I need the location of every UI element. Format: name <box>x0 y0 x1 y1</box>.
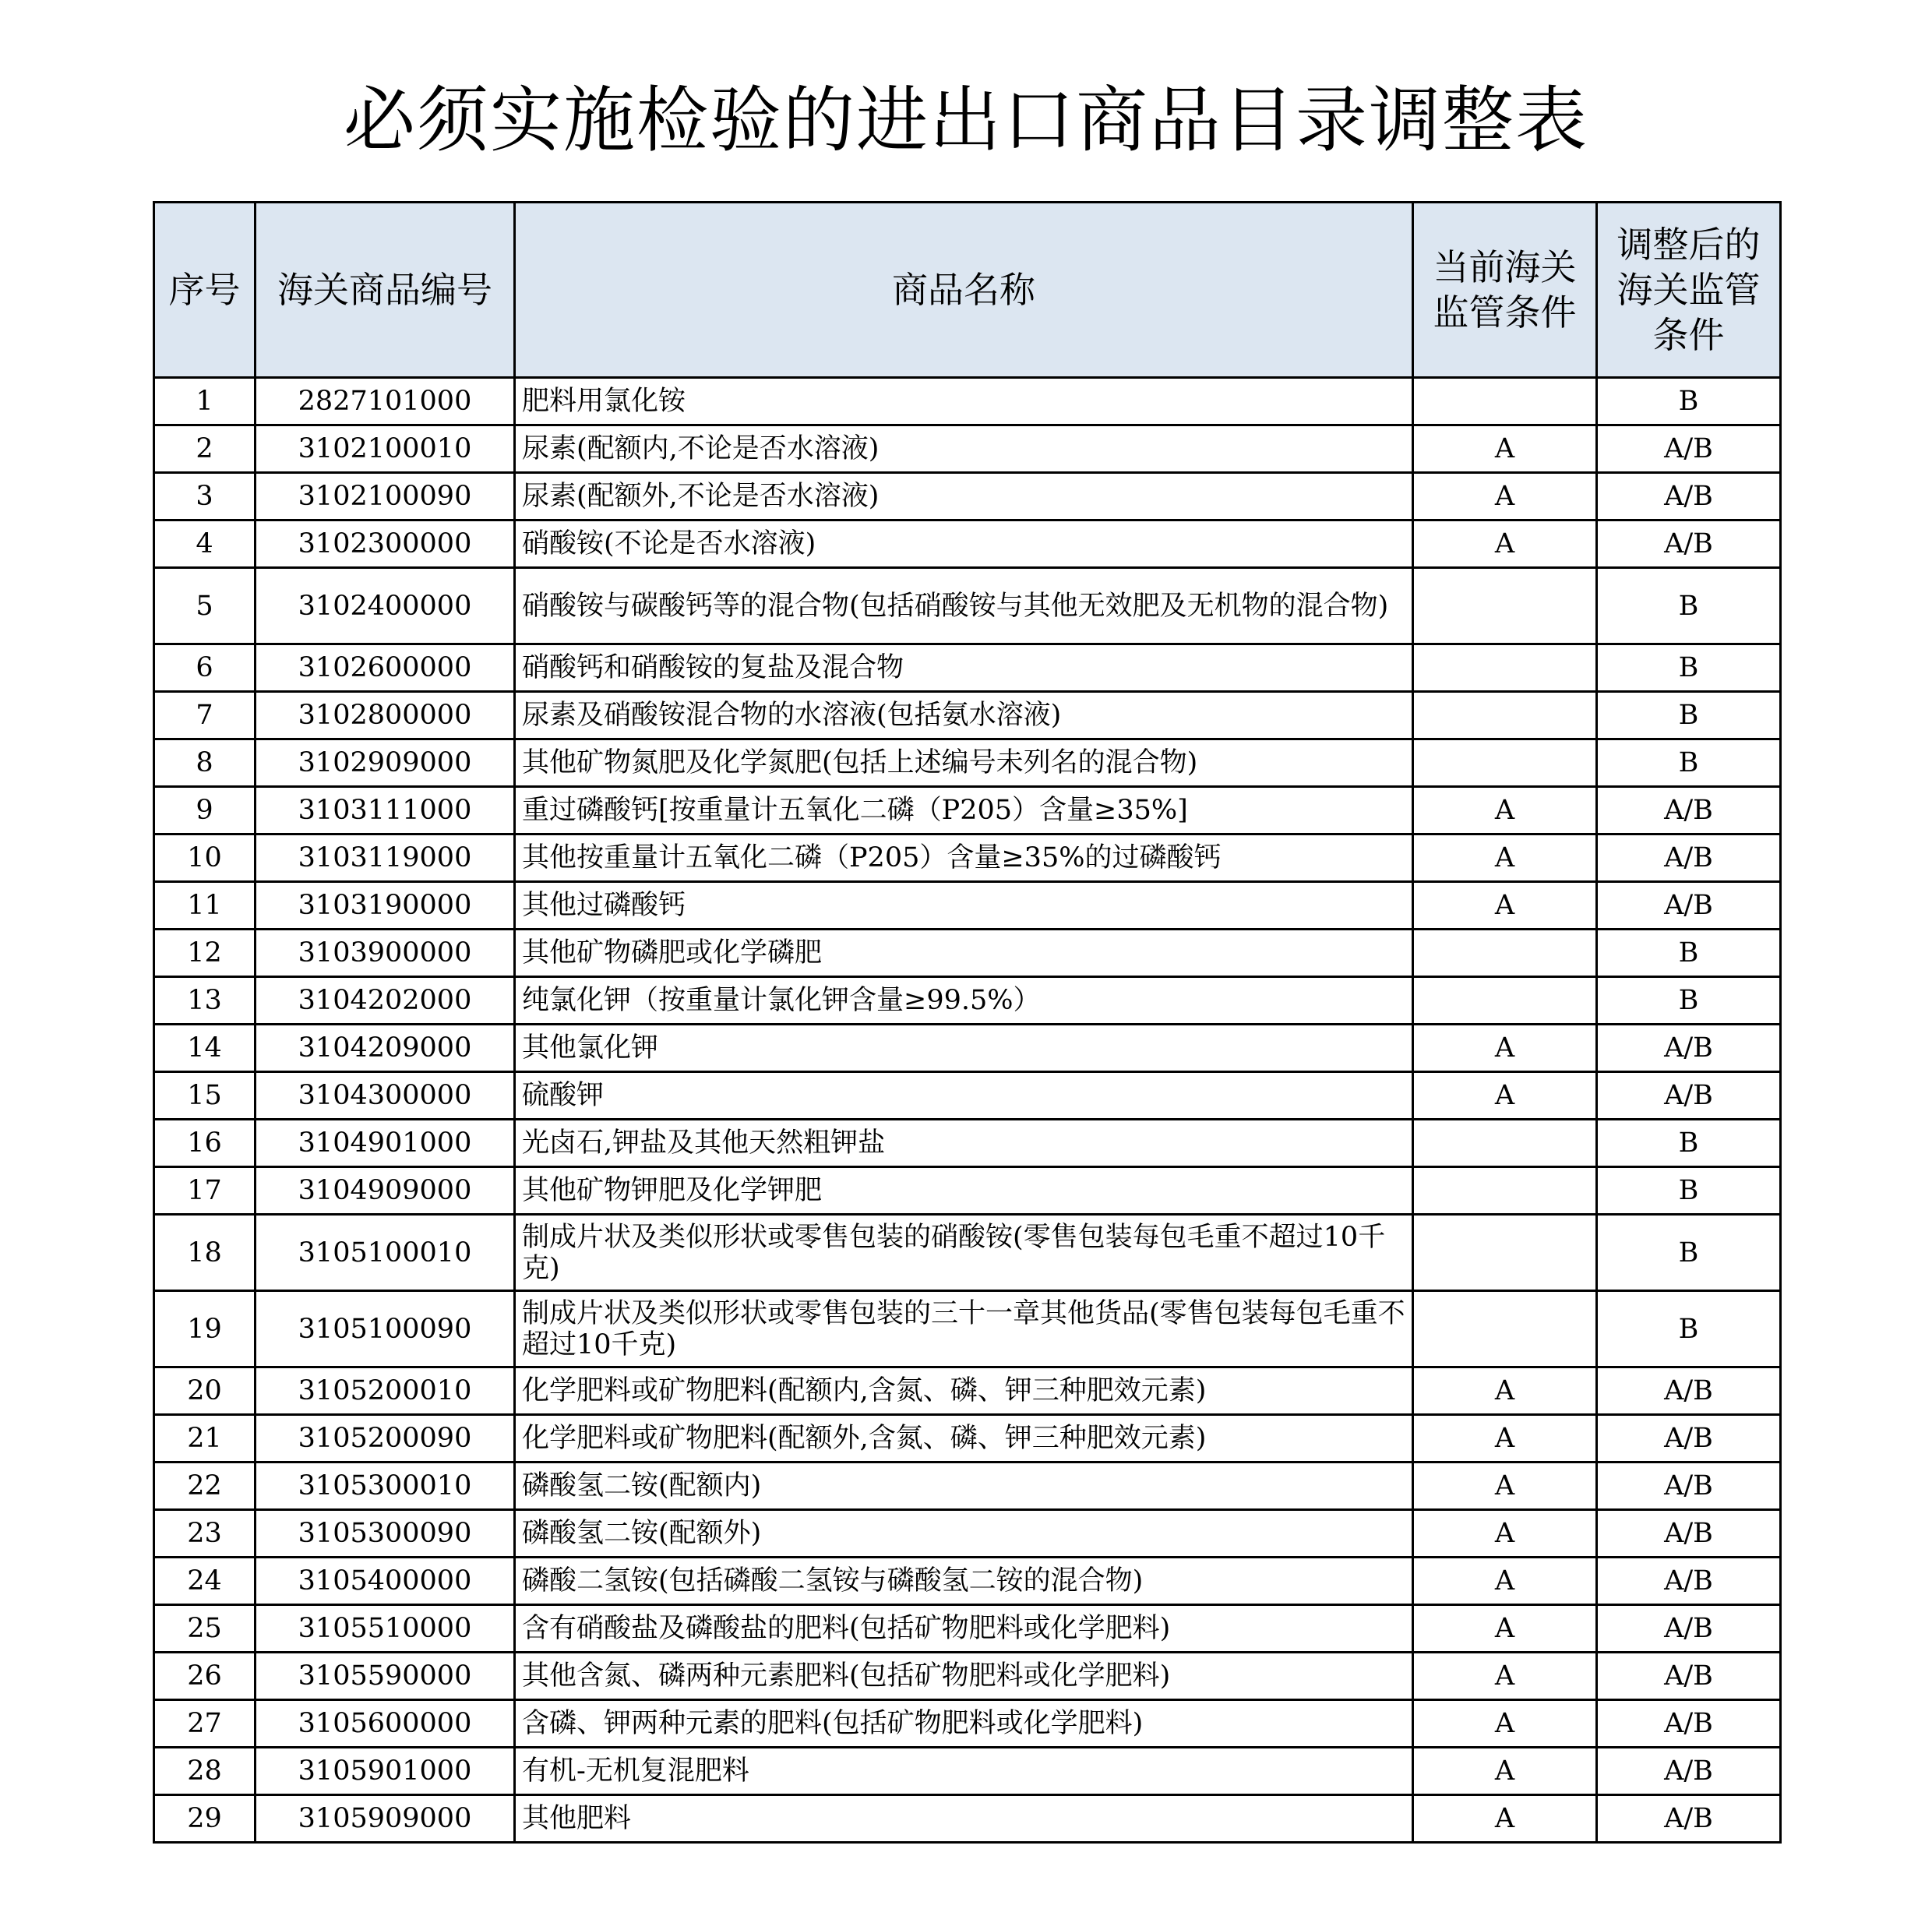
row-product-name: 其他肥料 <box>515 1795 1413 1843</box>
row-index: 18 <box>154 1215 256 1291</box>
row-index: 6 <box>154 644 256 692</box>
row-index: 26 <box>154 1653 256 1700</box>
row-adjusted-condition: A/B <box>1597 1653 1781 1700</box>
catalog-table <box>153 201 1782 1844</box>
row-index: 21 <box>154 1415 256 1463</box>
row-hs-code: 3103900000 <box>256 930 515 977</box>
row-product-name: 尿素及硝酸铵混合物的水溶液(包括氨水溶液) <box>515 692 1413 739</box>
row-adjusted-condition: A/B <box>1597 787 1781 834</box>
row-hs-code: 3104901000 <box>256 1120 515 1167</box>
row-hs-code: 3102909000 <box>256 739 515 787</box>
table-row <box>154 1653 1781 1700</box>
row-adjusted-condition: A/B <box>1597 1605 1781 1653</box>
row-hs-code: 3105400000 <box>256 1558 515 1605</box>
row-index: 8 <box>154 739 256 787</box>
row-adjusted-condition: B <box>1597 977 1781 1025</box>
row-adjusted-condition: B <box>1597 1215 1781 1291</box>
column-header-hs-code: 海关商品编号 <box>256 203 515 378</box>
row-current-condition: A <box>1413 1415 1597 1463</box>
row-product-name: 重过磷酸钙[按重量计五氧化二磷（P205）含量≥35%] <box>515 787 1413 834</box>
row-current-condition: A <box>1413 1510 1597 1558</box>
row-adjusted-condition: A/B <box>1597 882 1781 930</box>
row-index: 19 <box>154 1291 256 1367</box>
row-hs-code: 3103111000 <box>256 787 515 834</box>
row-product-name: 其他矿物磷肥或化学磷肥 <box>515 930 1413 977</box>
row-adjusted-condition: B <box>1597 930 1781 977</box>
row-index: 11 <box>154 882 256 930</box>
row-hs-code: 3105909000 <box>256 1795 515 1843</box>
column-header-current-condition <box>1413 203 1597 378</box>
row-hs-code: 3104209000 <box>256 1025 515 1072</box>
row-adjusted-condition: A/B <box>1597 1748 1781 1795</box>
row-adjusted-condition: A/B <box>1597 1072 1781 1120</box>
row-index: 13 <box>154 977 256 1025</box>
row-hs-code: 3102400000 <box>256 568 515 644</box>
row-index: 23 <box>154 1510 256 1558</box>
table-row <box>154 1558 1781 1605</box>
row-index: 5 <box>154 568 256 644</box>
row-index: 7 <box>154 692 256 739</box>
row-product-name: 有机-无机复混肥料 <box>515 1748 1413 1795</box>
table-row <box>154 1510 1781 1558</box>
row-hs-code: 3102800000 <box>256 692 515 739</box>
row-adjusted-condition: B <box>1597 692 1781 739</box>
row-product-name: 其他矿物氮肥及化学氮肥(包括上述编号未列名的混合物) <box>515 739 1413 787</box>
row-product-name: 尿素(配额外,不论是否水溶液) <box>515 473 1413 520</box>
row-current-condition: A <box>1413 1795 1597 1843</box>
row-index: 25 <box>154 1605 256 1653</box>
row-hs-code: 3104202000 <box>256 977 515 1025</box>
row-current-condition <box>1413 1120 1597 1167</box>
row-index: 27 <box>154 1700 256 1748</box>
row-current-condition: A <box>1413 1463 1597 1510</box>
row-adjusted-condition: A/B <box>1597 1367 1781 1415</box>
row-current-condition: A <box>1413 1700 1597 1748</box>
table-row <box>154 1463 1781 1510</box>
row-adjusted-condition: B <box>1597 1167 1781 1215</box>
table-row <box>154 787 1781 834</box>
table-row <box>154 882 1781 930</box>
row-index: 29 <box>154 1795 256 1843</box>
row-current-condition <box>1413 644 1597 692</box>
row-index: 15 <box>154 1072 256 1120</box>
row-hs-code: 3102100090 <box>256 473 515 520</box>
row-hs-code: 3103190000 <box>256 882 515 930</box>
row-product-name: 化学肥料或矿物肥料(配额内,含氮、磷、钾三种肥效元素) <box>515 1367 1413 1415</box>
row-current-condition <box>1413 568 1597 644</box>
row-hs-code: 3105100010 <box>256 1215 515 1291</box>
row-current-condition: A <box>1413 425 1597 473</box>
row-product-name: 硫酸钾 <box>515 1072 1413 1120</box>
row-product-name: 磷酸氢二铵(配额外) <box>515 1510 1413 1558</box>
row-hs-code: 3105200090 <box>256 1415 515 1463</box>
row-index: 12 <box>154 930 256 977</box>
row-adjusted-condition: A/B <box>1597 1415 1781 1463</box>
row-hs-code: 3105510000 <box>256 1605 515 1653</box>
row-adjusted-condition: B <box>1597 568 1781 644</box>
table-row <box>154 1025 1781 1072</box>
row-product-name: 其他按重量计五氧化二磷（P205）含量≥35%的过磷酸钙 <box>515 834 1413 882</box>
row-current-condition: A <box>1413 1025 1597 1072</box>
row-adjusted-condition: A/B <box>1597 834 1781 882</box>
table-row <box>154 1291 1781 1367</box>
table-body <box>154 378 1781 1843</box>
row-current-condition: A <box>1413 1605 1597 1653</box>
row-current-condition: A <box>1413 1367 1597 1415</box>
row-product-name: 光卤石,钾盐及其他天然粗钾盐 <box>515 1120 1413 1167</box>
table-row <box>154 1415 1781 1463</box>
table-row <box>154 977 1781 1025</box>
row-product-name: 硝酸钙和硝酸铵的复盐及混合物 <box>515 644 1413 692</box>
row-index: 2 <box>154 425 256 473</box>
column-header-adjusted-condition <box>1597 203 1781 378</box>
row-current-condition <box>1413 378 1597 425</box>
row-hs-code: 3105600000 <box>256 1700 515 1748</box>
row-product-name: 其他过磷酸钙 <box>515 882 1413 930</box>
row-current-condition <box>1413 692 1597 739</box>
row-product-name: 含有硝酸盐及磷酸盐的肥料(包括矿物肥料或化学肥料) <box>515 1605 1413 1653</box>
row-current-condition: A <box>1413 1558 1597 1605</box>
row-hs-code: 3105100090 <box>256 1291 515 1367</box>
row-adjusted-condition: A/B <box>1597 425 1781 473</box>
row-index: 9 <box>154 787 256 834</box>
table-row <box>154 1215 1781 1291</box>
row-hs-code: 3105200010 <box>256 1367 515 1415</box>
row-hs-code: 3102600000 <box>256 644 515 692</box>
row-index: 1 <box>154 378 256 425</box>
table-row <box>154 1167 1781 1215</box>
row-adjusted-condition: A/B <box>1597 1025 1781 1072</box>
page-title: 必须实施检验的进出口商品目录调整表 <box>343 79 1588 162</box>
row-current-condition: A <box>1413 882 1597 930</box>
row-product-name: 其他氯化钾 <box>515 1025 1413 1072</box>
row-hs-code: 3105300090 <box>256 1510 515 1558</box>
row-index: 16 <box>154 1120 256 1167</box>
row-product-name: 化学肥料或矿物肥料(配额外,含氮、磷、钾三种肥效元素) <box>515 1415 1413 1463</box>
table-row <box>154 1795 1781 1843</box>
row-product-name: 肥料用氯化铵 <box>515 378 1413 425</box>
table-row <box>154 473 1781 520</box>
row-index: 22 <box>154 1463 256 1510</box>
row-current-condition: A <box>1413 1653 1597 1700</box>
row-product-name: 其他含氮、磷两种元素肥料(包括矿物肥料或化学肥料) <box>515 1653 1413 1700</box>
table-row <box>154 834 1781 882</box>
row-hs-code: 3104300000 <box>256 1072 515 1120</box>
row-current-condition: A <box>1413 787 1597 834</box>
row-adjusted-condition: A/B <box>1597 1700 1781 1748</box>
table-row <box>154 1367 1781 1415</box>
row-hs-code: 3104909000 <box>256 1167 515 1215</box>
column-header-adjusted-condition-label: 调整后的海关监管条件 <box>1616 224 1761 356</box>
row-current-condition: A <box>1413 520 1597 568</box>
row-current-condition <box>1413 739 1597 787</box>
table-row <box>154 692 1781 739</box>
row-adjusted-condition: A/B <box>1597 1510 1781 1558</box>
row-index: 24 <box>154 1558 256 1605</box>
table-row <box>154 739 1781 787</box>
row-current-condition: A <box>1413 1072 1597 1120</box>
table-row <box>154 378 1781 425</box>
row-current-condition: A <box>1413 473 1597 520</box>
table-row <box>154 425 1781 473</box>
row-current-condition: A <box>1413 834 1597 882</box>
row-index: 14 <box>154 1025 256 1072</box>
row-product-name: 尿素(配额内,不论是否水溶液) <box>515 425 1413 473</box>
row-index: 20 <box>154 1367 256 1415</box>
row-adjusted-condition: B <box>1597 378 1781 425</box>
row-product-name: 磷酸二氢铵(包括磷酸二氢铵与磷酸氢二铵的混合物) <box>515 1558 1413 1605</box>
row-hs-code: 3102100010 <box>256 425 515 473</box>
row-hs-code: 3105300010 <box>256 1463 515 1510</box>
row-hs-code: 2827101000 <box>256 378 515 425</box>
row-index: 10 <box>154 834 256 882</box>
table-row <box>154 1120 1781 1167</box>
row-current-condition <box>1413 1291 1597 1367</box>
row-product-name: 纯氯化钾（按重量计氯化钾含量≥99.5%） <box>515 977 1413 1025</box>
table-row <box>154 1072 1781 1120</box>
table-row <box>154 644 1781 692</box>
column-header-current-condition-label: 当前海关监管条件 <box>1433 246 1577 333</box>
column-header-index: 序号 <box>154 203 256 378</box>
row-product-name: 其他矿物钾肥及化学钾肥 <box>515 1167 1413 1215</box>
row-index: 4 <box>154 520 256 568</box>
table-row <box>154 1748 1781 1795</box>
row-product-name: 制成片状及类似形状或零售包装的三十一章其他货品(零售包装每包毛重不超过10千克) <box>515 1291 1413 1367</box>
row-product-name: 磷酸氢二铵(配额内) <box>515 1463 1413 1510</box>
column-header-name: 商品名称 <box>515 203 1413 378</box>
row-adjusted-condition: A/B <box>1597 520 1781 568</box>
row-current-condition <box>1413 930 1597 977</box>
row-current-condition <box>1413 977 1597 1025</box>
row-index: 3 <box>154 473 256 520</box>
row-product-name: 硝酸铵与碳酸钙等的混合物(包括硝酸铵与其他无效肥及无机物的混合物) <box>515 568 1413 644</box>
row-product-name: 硝酸铵(不论是否水溶液) <box>515 520 1413 568</box>
row-adjusted-condition: B <box>1597 739 1781 787</box>
row-hs-code: 3102300000 <box>256 520 515 568</box>
row-adjusted-condition: B <box>1597 644 1781 692</box>
row-hs-code: 3105590000 <box>256 1653 515 1700</box>
row-product-name: 含磷、钾两种元素的肥料(包括矿物肥料或化学肥料) <box>515 1700 1413 1748</box>
table-row <box>154 1700 1781 1748</box>
table-row <box>154 930 1781 977</box>
row-adjusted-condition: A/B <box>1597 1558 1781 1605</box>
row-hs-code: 3103119000 <box>256 834 515 882</box>
row-product-name: 制成片状及类似形状或零售包装的硝酸铵(零售包装每包毛重不超过10千克) <box>515 1215 1413 1291</box>
row-current-condition: A <box>1413 1748 1597 1795</box>
table-row <box>154 520 1781 568</box>
row-adjusted-condition: A/B <box>1597 473 1781 520</box>
row-adjusted-condition: B <box>1597 1291 1781 1367</box>
table-header-row <box>154 203 1781 378</box>
row-adjusted-condition: B <box>1597 1120 1781 1167</box>
row-current-condition <box>1413 1167 1597 1215</box>
row-index: 17 <box>154 1167 256 1215</box>
row-index: 28 <box>154 1748 256 1795</box>
row-current-condition <box>1413 1215 1597 1291</box>
row-adjusted-condition: A/B <box>1597 1463 1781 1510</box>
row-adjusted-condition: A/B <box>1597 1795 1781 1843</box>
table-row <box>154 568 1781 644</box>
row-hs-code: 3105901000 <box>256 1748 515 1795</box>
table-row <box>154 1605 1781 1653</box>
